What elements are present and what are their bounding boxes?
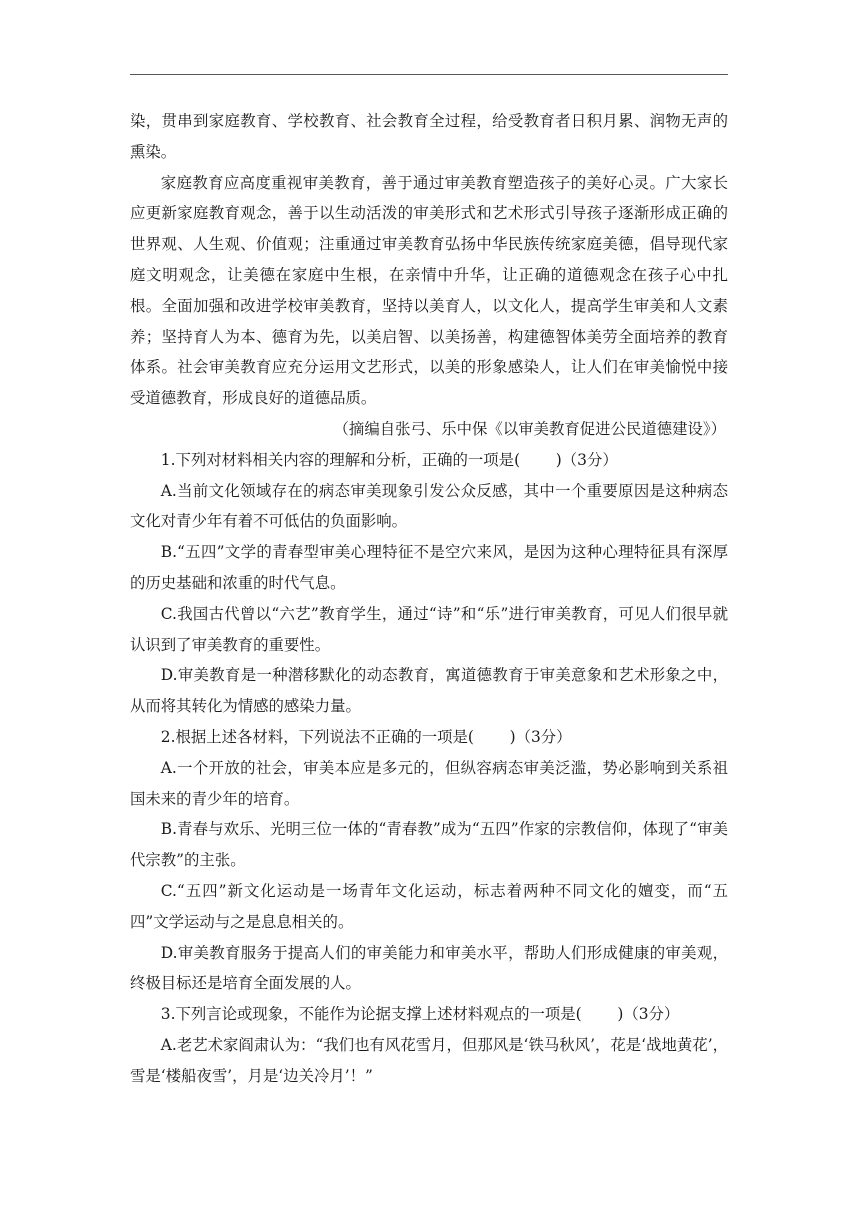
question-1-stem: 1.下列对材料相关内容的理解和分析，正确的一项是( )（3分） xyxy=(160,450,618,469)
paragraph-continuation: 染，贯串到家庭教育、学校教育、社会教育全过程，给受教育者日积月累、润物无声的熏染。 xyxy=(130,112,728,161)
question-3-option-a: A.老艺术家阎肃认为：“我们也有风花雪月，但那风是‘铁马秋风’，花是‘战地黄花’，雪是‘楼船夜雪’，月是‘边关冷月’！” xyxy=(130,1035,728,1085)
paragraph-family-education: 家庭教育应高度重视审美教育，善于通过审美教育塑造孩子的美好心灵。广大家长应更新家庭教育观念，善于以生动活泼的审美形式和艺术形式引导孩子逐渐形成正确的世界观、人生观、价值观；注重通过审美教育弘扬中华民族传统家庭美德，倡导现代家庭文明观念，让美德在家庭中生根，在亲情中升华，让正确的道德观念在孩子心中扎根。全面加强和改进学校审美教育，坚持以美育人，以文化人，提高学生审美和人文素养；坚持育人为本、德育为先，以美启智、以美扬善，构建德智体美劳全面培养的教育体系。社会审美教育应充分运用文艺形式，以美的形象感染人，让人们在审美愉悦中接受道德教育，形成良好的道德品质。 xyxy=(130,173,728,408)
source-citation: （摘编自张弓、乐中保《以审美教育促进公民道德建设》） xyxy=(333,419,726,438)
question-1-option-b: B.“五四”文学的青春型审美心理特征不是空穴来风，是因为这种心理特征具有深厚的历史基础和浓重的时代气息。 xyxy=(130,543,728,592)
document-body xyxy=(130,106,728,1092)
header-rule xyxy=(130,74,728,75)
question-1-option-d: D.审美教育是一种潜移默化的动态教育，寓道德教育于审美意象和艺术形象之中，从而将其转化为情感的感染力量。 xyxy=(130,666,728,716)
question-1-option-c: C.我国古代曾以“六艺”教育学生，通过“诗”和“乐”进行审美教育，可见人们很早就认识到了审美教育的重要性。 xyxy=(130,604,728,654)
question-1-option-a: A.当前文化领域存在的病态审美现象引发公众反感，其中一个重要原因是这种病态文化对青少年有着不可低估的负面影响。 xyxy=(130,481,728,531)
question-2-option-a: A.一个开放的社会，审美本应是多元的，但纵容病态审美泛滥，势必影响到关系祖国未来的青少年的培育。 xyxy=(130,758,728,808)
question-2-stem: 2.根据上述各材料，下列说法不正确的一项是( )（3分） xyxy=(160,727,572,746)
question-2-option-d: D.审美教育服务于提高人们的审美能力和审美水平，帮助人们形成健康的审美观，终极目标还是培育全面发展的人。 xyxy=(130,943,728,993)
question-2-option-c: C.“五四”新文化运动是一场青年文化运动，标志着两种不同文化的嬗变，而“五四”文学运动与之是息息相关的。 xyxy=(130,881,728,931)
question-2-option-b: B.青春与欢乐、光明三位一体的“青春教”成为“五四”作家的宗教信仰，体现了“审美代宗教”的主张。 xyxy=(130,820,728,870)
question-3-stem: 3.下列言论或现象，不能作为论据支撑上述材料观点的一项是( )（3分） xyxy=(160,1005,680,1024)
